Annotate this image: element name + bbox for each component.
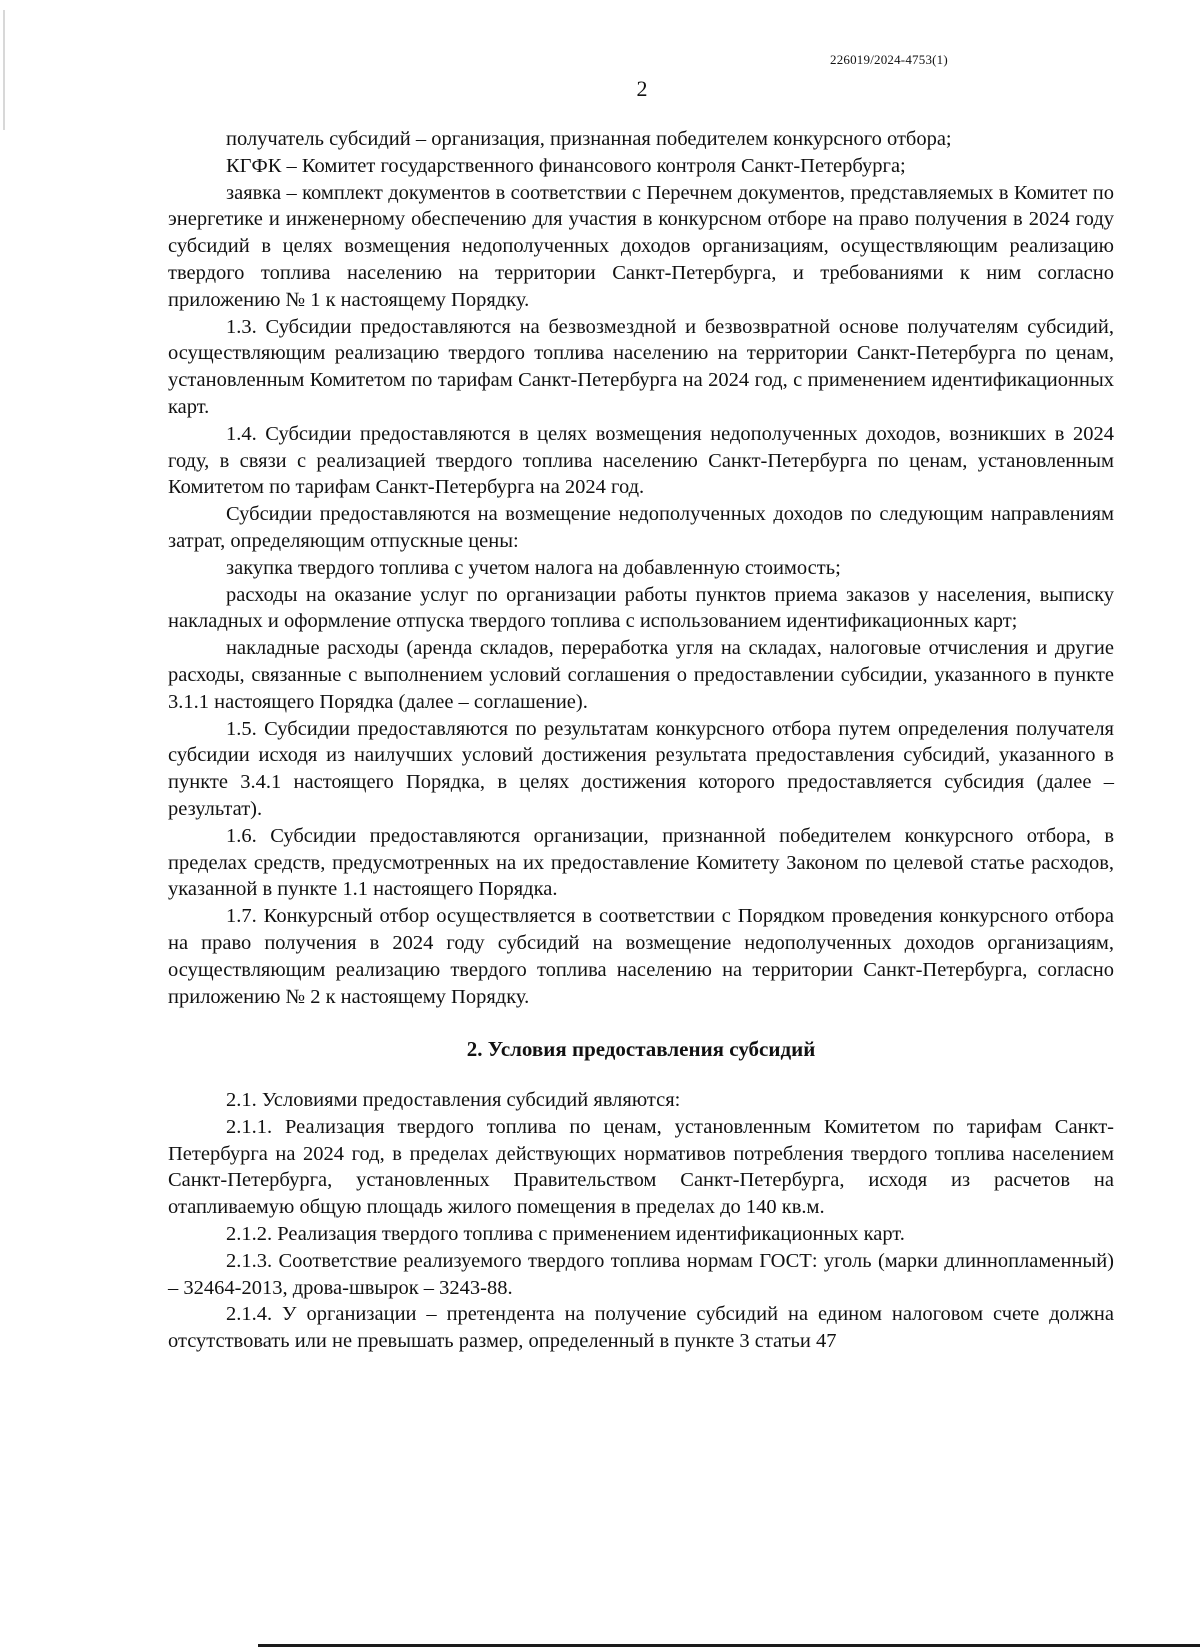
- paragraph: 2.1.1. Реализация твердого топлива по ценам, установленным Комитетом по тарифам Санкт-Петербурга на 2024 год, в пределах действующих нормативов потребления твердого топлива населением Санкт-Петербурга, установленных Правительством Санкт-Петербурга, исходя из расчетов на отапливаемую общую площадь жилого помещения в пределах до 140 кв.м.: [168, 1115, 1114, 1219]
- paragraph: накладные расходы (аренда складов, переработка угля на складах, налоговые отчисления и другие расходы, связанные с выполнением условий соглашения о предоставлении субсидии, указанного в пункте 3.1.1 настоящего Порядка (далее – соглашение).: [168, 637, 1114, 713]
- paragraph: Субсидии предоставляются на возмещение недополученных доходов по следующим направлениям затрат, определяющим отпускные цены:: [168, 503, 1114, 552]
- scan-artifact: [3, 10, 5, 130]
- paragraph: 2.1.3. Соответствие реализуемого твердого топлива нормам ГОСТ: уголь (марки длиннопламенный) – 32464-2013, дрова-швырок – 3243-88.: [168, 1249, 1114, 1299]
- paragraph: закупка твердого топлива с учетом налога на добавленную стоимость;: [226, 556, 841, 579]
- section-heading: 2. Условия предоставления субсидий: [466, 1037, 816, 1062]
- paragraph: 1.6. Субсидии предоставляются организации, признанной победителем конкурсного отбора, в пределах средств, предусмотренных на их предоставление Комитету Законом по целевой статье расходов, указанной в пункте 1.1 настоящего Порядка.: [168, 824, 1114, 901]
- paragraph: 1.4. Субсидии предоставляются в целях возмещения недополученных доходов, возникших в 2024 году, в связи с реализацией твердого топлива населению Санкт-Петербурга по ценам, установленным Комитетом по тарифам Санкт-Петербурга на 2024 год.: [168, 422, 1114, 499]
- paragraph: 1.3. Субсидии предоставляются на безвозмездной и безвозвратной основе получателям субсидий, осуществляющим реализацию твердого топлива населению на территории Санкт-Петербурга по ценам, установленным Комитетом по тарифам Санкт-Петербурга на 2024 год, с применением идентификационных карт.: [168, 315, 1114, 418]
- paragraph: 2.1.4. У организации – претендента на получение субсидий на едином налоговом счете должна отсутствовать или не превышать размер, определенный в пункте 3 статьи 47: [168, 1303, 1114, 1353]
- paragraph: 2.1.2. Реализация твердого топлива с применением идентификационных карт.: [226, 1223, 905, 1246]
- page-number: 2: [636, 76, 648, 101]
- paragraph: КГФК – Комитет государственного финансового контроля Санкт-Петербурга;: [226, 154, 906, 177]
- paragraph: 2.1. Условиями предоставления субсидий являются:: [226, 1089, 681, 1112]
- paragraph: получатель субсидий – организация, признанная победителем конкурсного отбора;: [226, 128, 952, 150]
- paragraph: расходы на оказание услуг по организации работы пунктов приема заказов у населения, выписку накладных и оформление отпуска твердого топлива с использованием идентификационных карт;: [168, 583, 1114, 633]
- registration-number: 226019/2024-4753(1): [830, 52, 948, 67]
- paragraph: 1.7. Конкурсный отбор осуществляется в соответствии с Порядком проведения конкурсного отбора на право получения в 2024 году субсидий на возмещение недополученных доходов организациям, осуществляющим реализацию твердого топлива населению на территории Санкт-Петербурга, согласно приложению № 2 к настоящему Порядку.: [168, 905, 1114, 1008]
- scan-edge-line: [258, 1644, 1200, 1647]
- document-body: [168, 126, 1114, 1355]
- paragraph: 1.5. Субсидии предоставляются по результатам конкурсного отбора путем определения получателя субсидии исходя из наилучших условий достижения результата предоставления субсидий, указанного в пункте 3.4.1 настоящего Порядка, в целях достижения которого предоставляется субсидия (далее – результат).: [168, 717, 1114, 820]
- paragraph: заявка – комплект документов в соответствии с Перечнем документов, представляемых в Комитет по энергетике и инженерному обеспечению для участия в конкурсном отборе на право получения в 2024 году субсидий в целях возмещения недополученных доходов организациям, осуществляющим реализацию твердого топлива населению на территории Санкт-Петербурга, и требованиями к ним согласно приложению № 1 к настоящему Порядку.: [168, 181, 1114, 311]
